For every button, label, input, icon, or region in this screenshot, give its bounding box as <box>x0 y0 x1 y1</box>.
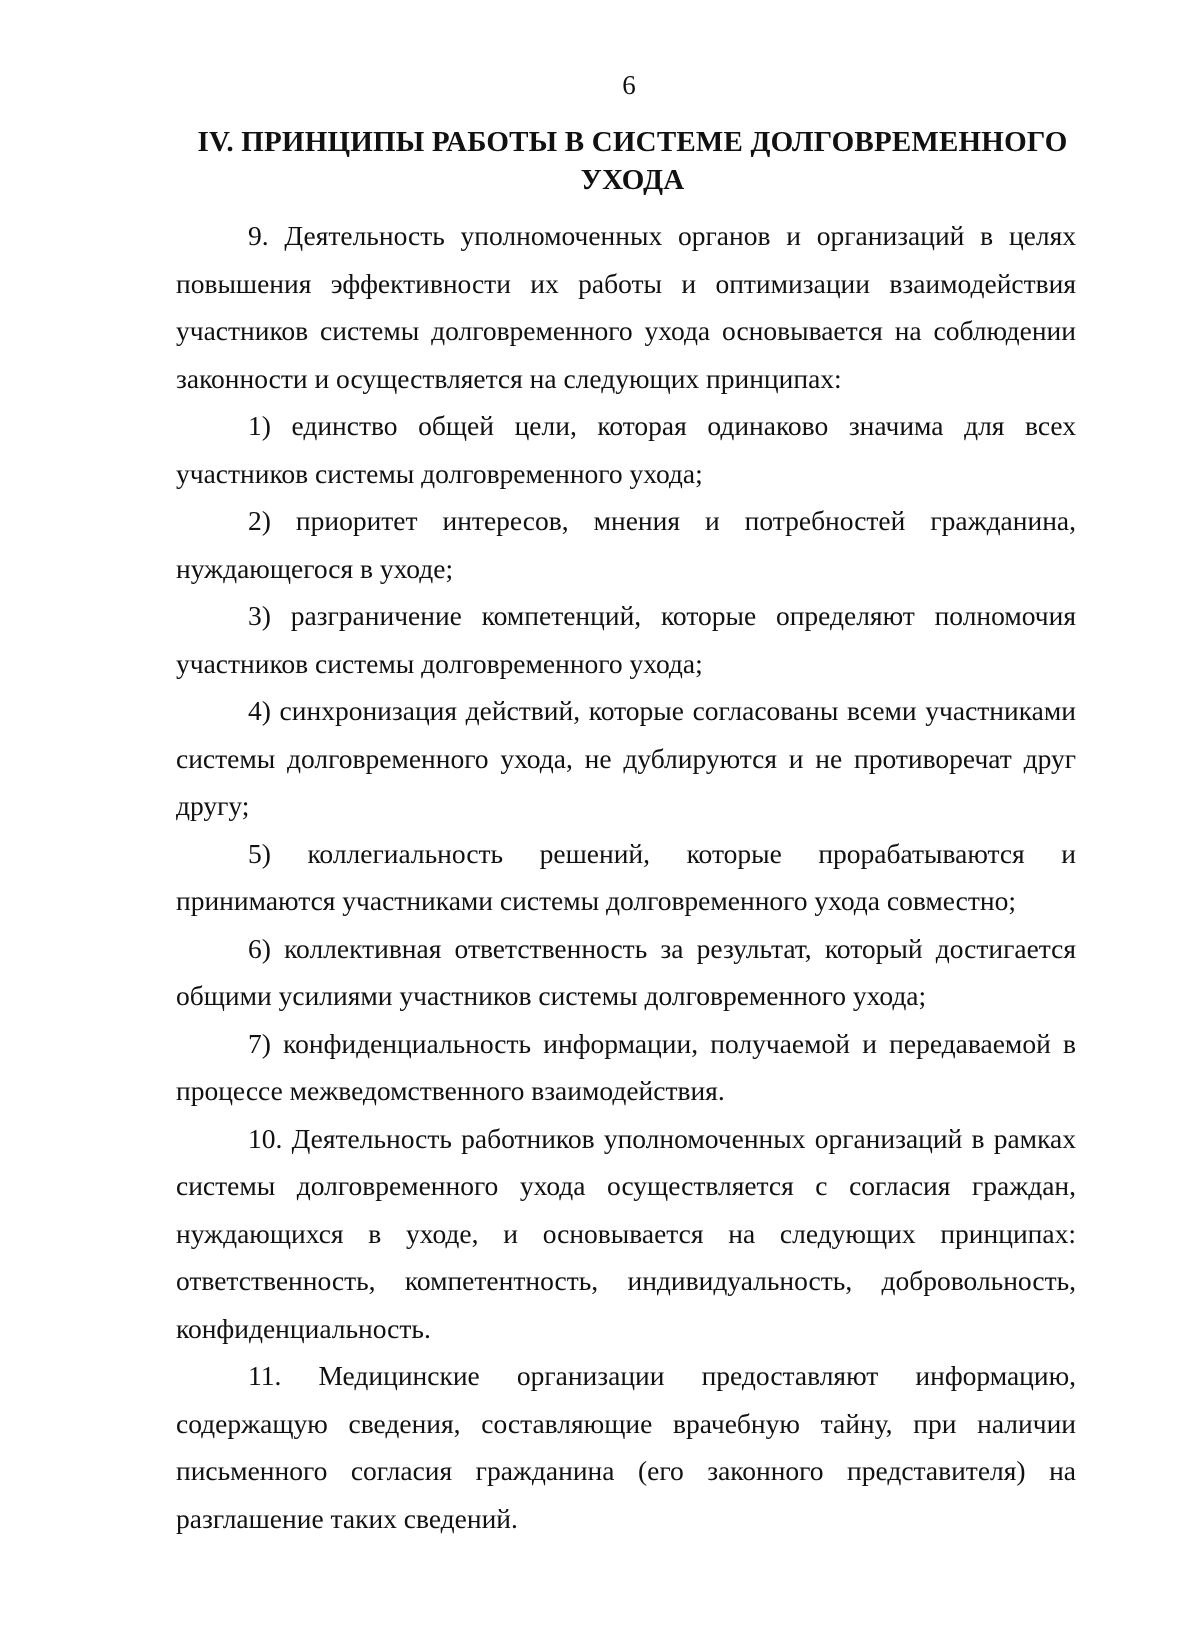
principle-2: 2) приоритет интересов, мнения и потребностей гражданина, нуждающегося в уходе; <box>176 505 1076 584</box>
principle-5: 5) коллегиальность решений, которые прорабатываются и принимаются участниками системы долговременного ухода совместно; <box>176 837 1076 916</box>
principle-4: 4) синхронизация действий, которые согласованы всеми участниками системы долговременного ухода, не дублируются и не противоречат друг другу; <box>176 695 1076 821</box>
principle-6: 6) коллективная ответственность за результат, который достигается общими усилиями участников системы долговременного ухода; <box>176 932 1076 1011</box>
principle-3: 3) разграничение компетенций, которые определяют полномочия участников системы долговременного ухода; <box>176 600 1076 679</box>
paragraph-10: 10. Деятельность работников уполномоченных организаций в рамках системы долговременного ухода осуществляется с согласия граждан, нуждающихся в уходе, и основывается на следующих принципах: ответственность, компетентность, индивидуальность, добровольность, конфиденциальность. <box>176 1122 1076 1344</box>
paragraph-9: 9. Деятельность уполномоченных органов и организаций в целях повышения эффективности их работы и оптимизации взаимодействия участников системы долговременного ухода основывается на соблюдении законности и осуществляется на следующих принципах: <box>176 220 1076 394</box>
page-number: 6 <box>622 70 636 100</box>
section-title: IV. ПРИНЦИПЫ РАБОТЫ В СИСТЕМЕ ДОЛГОВРЕМЕННОГО УХОДА <box>197 126 1068 196</box>
document-body <box>176 212 1076 1542</box>
principle-7: 7) конфиденциальность информации, получаемой и передаваемой в процессе межведомственного взаимодействия. <box>176 1027 1076 1106</box>
paragraph-11: 11. Медицинские организации предоставляют информацию, содержащую сведения, составляющие врачебную тайну, при наличии письменного согласия гражданина (его законного представителя) на разглашение таких сведений. <box>176 1360 1076 1534</box>
principle-1: 1) единство общей цели, которая одинаково значима для всех участников системы долговременного ухода; <box>176 410 1076 489</box>
